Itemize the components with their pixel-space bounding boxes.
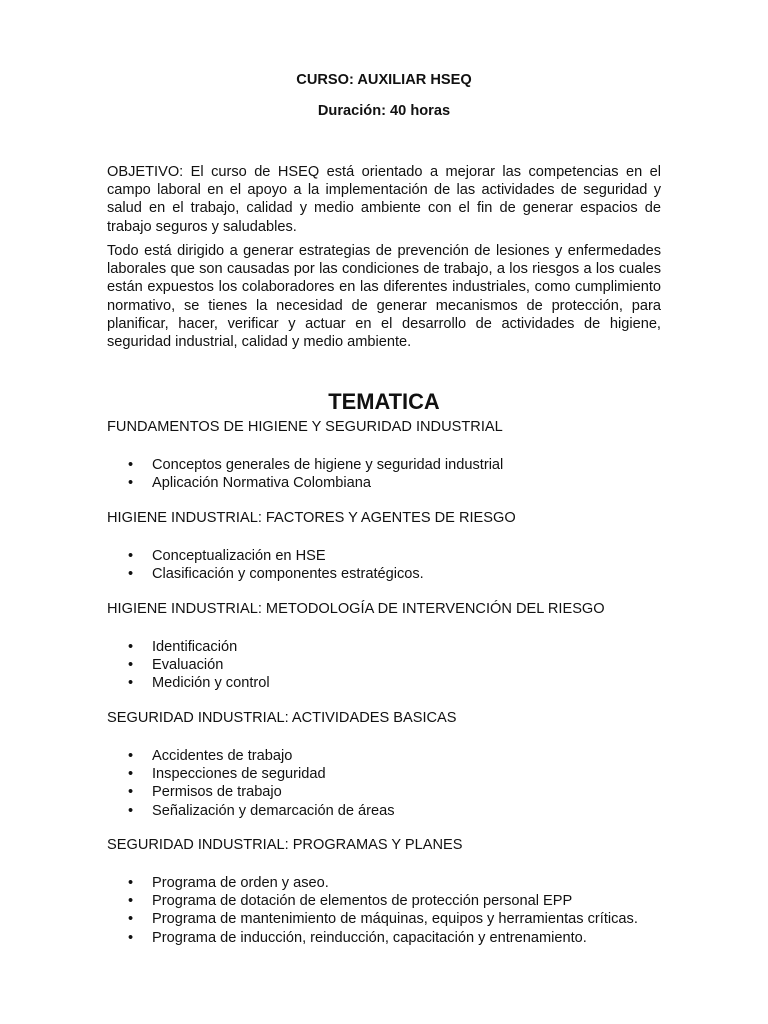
list-item-text: Programa de dotación de elementos de protección personal EPP bbox=[152, 893, 573, 910]
list-item bbox=[107, 765, 395, 783]
list-item bbox=[107, 656, 270, 674]
bullet-icon: • bbox=[128, 784, 134, 801]
course-duration: Duración: 40 horas bbox=[317, 103, 451, 119]
bullet-icon: • bbox=[128, 639, 134, 655]
topic-heading: HIGIENE INDUSTRIAL: FACTORES Y AGENTES DE RIESGO bbox=[107, 510, 516, 526]
topic-list bbox=[107, 638, 270, 693]
topic-heading: SEGURIDAD INDUSTRIAL: ACTIVIDADES BASICAS bbox=[107, 710, 457, 726]
topic-list bbox=[107, 874, 638, 947]
list-item-text: Programa de orden y aseo. bbox=[152, 875, 329, 891]
list-item bbox=[107, 929, 638, 947]
bullet-icon: • bbox=[128, 748, 134, 764]
list-item bbox=[107, 783, 395, 801]
bullet-icon: • bbox=[128, 548, 134, 564]
list-item-text: Permisos de trabajo bbox=[152, 784, 282, 801]
bullet-icon: • bbox=[128, 766, 134, 783]
list-item bbox=[107, 674, 270, 692]
bullet-icon: • bbox=[128, 875, 134, 891]
list-item bbox=[107, 747, 395, 765]
list-item bbox=[107, 474, 503, 492]
topic-list bbox=[107, 456, 503, 492]
list-item bbox=[107, 638, 270, 656]
list-item bbox=[107, 802, 395, 820]
topic-heading: FUNDAMENTOS DE HIGIENE Y SEGURIDAD INDUSTRIAL bbox=[107, 419, 503, 435]
list-item-text: Conceptualización en HSE bbox=[152, 548, 326, 564]
course-title: CURSO: AUXILIAR HSEQ bbox=[296, 72, 472, 88]
list-item-text: Clasificación y componentes estratégicos. bbox=[152, 566, 424, 583]
bullet-icon: • bbox=[128, 475, 134, 492]
topic-heading: HIGIENE INDUSTRIAL: METODOLOGÍA DE INTERVENCIÓN DEL RIESGO bbox=[107, 601, 605, 617]
list-item bbox=[107, 910, 638, 928]
bullet-icon: • bbox=[128, 802, 134, 819]
section-title: TEMATICA bbox=[328, 389, 440, 414]
topic-heading: SEGURIDAD INDUSTRIAL: PROGRAMAS Y PLANES bbox=[107, 837, 463, 853]
list-item-text: Programa de inducción, reinducción, capacitación y entrenamiento. bbox=[152, 929, 587, 946]
list-item bbox=[107, 547, 424, 565]
list-item bbox=[107, 892, 638, 910]
bullet-icon: • bbox=[128, 457, 134, 473]
list-item-text: Medición y control bbox=[152, 675, 270, 692]
bullet-icon: • bbox=[128, 657, 134, 674]
bullet-icon: • bbox=[128, 675, 134, 692]
list-item-text: Evaluación bbox=[152, 657, 224, 674]
list-item-text: Identificación bbox=[152, 639, 238, 655]
list-item-text: Accidentes de trabajo bbox=[152, 748, 293, 764]
bullet-icon: • bbox=[128, 893, 134, 910]
list-item-text: Inspecciones de seguridad bbox=[152, 766, 326, 783]
list-item-text: Señalización y demarcación de áreas bbox=[152, 802, 395, 819]
list-item bbox=[107, 456, 503, 474]
topic-list bbox=[107, 747, 395, 820]
list-item-text: Programa de mantenimiento de máquinas, equipos y herramientas críticas. bbox=[152, 911, 638, 928]
bullet-icon: • bbox=[128, 566, 134, 583]
bullet-icon: • bbox=[128, 929, 134, 946]
list-item bbox=[107, 874, 638, 892]
list-item-text: Aplicación Normativa Colombiana bbox=[152, 475, 372, 492]
objective-paragraph: OBJETIVO: El curso de HSEQ está orientado a mejorar las competencias en el campo laboral en el apoyo a la implementación de las actividades de seguridad y salud en el trabajo, calidad y medio ambiente con el fin de generar espacios de trabajo seguros y saludables. bbox=[107, 164, 661, 235]
description-paragraph: Todo está dirigido a generar estrategias de prevención de lesiones y enfermedades laborales que son causadas por las condiciones de trabajo, a los riesgos a los cuales están expuestos los colaboradores en las diferentes industriales, como cumplimiento normativo, se tienes la necesidad de generar mecanismos de protección, para planificar, hacer, verificar y actuar en el desarrollo de actividades de higiene, seguridad industrial, calidad y medio ambiente. bbox=[107, 243, 661, 351]
list-item bbox=[107, 565, 424, 583]
bullet-icon: • bbox=[128, 911, 134, 928]
list-item-text: Conceptos generales de higiene y seguridad industrial bbox=[152, 457, 504, 473]
topic-list bbox=[107, 547, 424, 583]
